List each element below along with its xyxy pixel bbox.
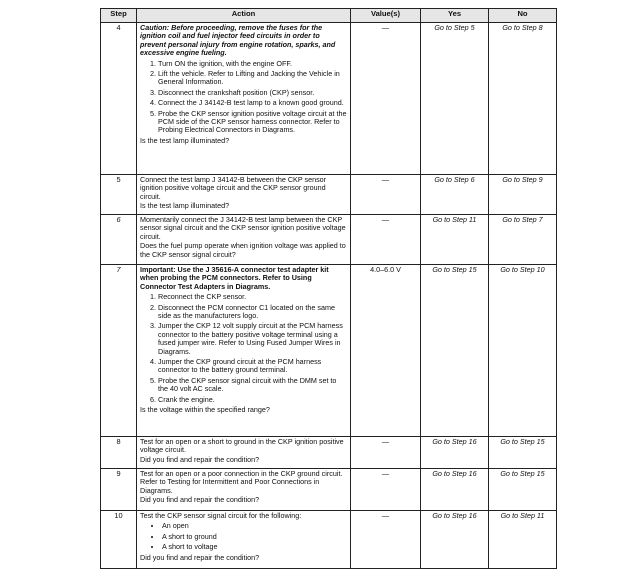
question-text: Is the test lamp illuminated? bbox=[140, 201, 230, 211]
yes-link[interactable]: Go to Step 16 bbox=[421, 511, 489, 569]
step-number: 4 bbox=[101, 23, 137, 175]
action-cell bbox=[137, 469, 351, 511]
yes-link[interactable]: Go to Step 16 bbox=[421, 437, 489, 469]
header-yes: Yes bbox=[421, 9, 489, 23]
no-link[interactable]: Go to Step 15 bbox=[489, 469, 557, 511]
list-item: 3. Disconnect the crankshaft position (CKP) sensor. bbox=[158, 89, 347, 97]
action-cell bbox=[137, 265, 351, 437]
action-text: Momentarily connect the J 34142-B test lamp between the CKP sensor signal circuit and the CKP sensor ignition positive voltage circuit. bbox=[140, 215, 346, 241]
action-text: Test the CKP sensor signal circuit for the following: bbox=[140, 511, 302, 520]
question-text: Did you find and repair the condition? bbox=[140, 454, 260, 464]
value-cell: — bbox=[351, 175, 421, 215]
caution-note: Caution: Before proceeding, remove the fuses for the ignition coil and fuel injector feed circuits in order to prevent personal injury from engine rotation, sparks, and excessive engine fueling. bbox=[140, 23, 336, 58]
action-text: Connect the test lamp J 34142-B between the CKP sensor ignition positive voltage circuit and the CKP sensor ground circuit. bbox=[140, 175, 327, 201]
list-item: 2. Lift the vehicle. Refer to Lifting and Jacking the Vehicle in General Information. bbox=[158, 70, 347, 87]
action-text: Test for an open or a short to ground in the CKP ignition positive voltage circuit. bbox=[140, 437, 344, 455]
important-note: Important: Use the J 35616-A connector test adapter kit when probing the PCM connectors. Refer to Using Connector Test Adapters in Diagrams. bbox=[140, 265, 329, 291]
yes-link[interactable]: Go to Step 11 bbox=[421, 215, 489, 265]
no-link[interactable]: Go to Step 11 bbox=[489, 511, 557, 569]
list-item: 1. Turn ON the ignition, with the engine OFF. bbox=[158, 60, 347, 68]
list-item: 4. Jumper the CKP ground circuit at the PCM harness connector to the battery ground terminal. bbox=[158, 358, 347, 375]
list-item: • An open bbox=[162, 522, 347, 530]
question-text: Is the test lamp illuminated? bbox=[140, 135, 230, 145]
step-number: 9 bbox=[101, 469, 137, 511]
header-values: Value(s) bbox=[351, 9, 421, 23]
list-item: 6. Crank the engine. bbox=[158, 396, 347, 404]
question-text: Did you find and repair the condition? bbox=[140, 552, 260, 562]
table-row bbox=[101, 23, 557, 175]
list-item: 5. Probe the CKP sensor signal circuit with the DMM set to the 40 volt AC scale. bbox=[158, 377, 347, 394]
yes-link[interactable]: Go to Step 16 bbox=[421, 469, 489, 511]
table-row bbox=[101, 175, 557, 215]
step-number: 8 bbox=[101, 437, 137, 469]
action-steps bbox=[140, 293, 347, 404]
action-text: Test for an open or a poor connection in the CKP ground circuit. Refer to Testing for Intermittent and Poor Connections in Diagrams. bbox=[140, 469, 343, 495]
step-number: 7 bbox=[101, 265, 137, 437]
yes-link[interactable]: Go to Step 6 bbox=[421, 175, 489, 215]
question-text: Is the voltage within the specified range? bbox=[140, 405, 270, 415]
header-no: No bbox=[489, 9, 557, 23]
value-cell: — bbox=[351, 23, 421, 175]
value-cell: — bbox=[351, 215, 421, 265]
no-link[interactable]: Go to Step 15 bbox=[489, 437, 557, 469]
list-item: 4. Connect the J 34142-B test lamp to a known good ground. bbox=[158, 99, 347, 107]
header-step: Step bbox=[101, 9, 137, 23]
yes-link[interactable]: Go to Step 5 bbox=[421, 23, 489, 175]
no-link[interactable]: Go to Step 10 bbox=[489, 265, 557, 437]
condition-list bbox=[140, 522, 347, 551]
step-number: 10 bbox=[101, 511, 137, 569]
header-action: Action bbox=[137, 9, 351, 23]
table-row bbox=[101, 469, 557, 511]
step-number: 5 bbox=[101, 175, 137, 215]
list-item: • A short to voltage bbox=[162, 543, 347, 551]
table-row bbox=[101, 511, 557, 569]
yes-link[interactable]: Go to Step 15 bbox=[421, 265, 489, 437]
value-cell: — bbox=[351, 511, 421, 569]
table-row bbox=[101, 215, 557, 265]
list-item: • A short to ground bbox=[162, 533, 347, 541]
value-cell: 4.0–6.0 V bbox=[351, 265, 421, 437]
action-cell bbox=[137, 215, 351, 265]
table-row bbox=[101, 437, 557, 469]
header-row bbox=[101, 9, 557, 23]
question-text: Does the fuel pump operate when ignition voltage was applied to the CKP sensor signal circuit? bbox=[140, 241, 346, 259]
action-steps bbox=[140, 60, 347, 135]
diagnostic-table bbox=[100, 8, 557, 569]
action-cell bbox=[137, 175, 351, 215]
list-item: 2. Disconnect the PCM connector C1 located on the same side as the manufacturers logo. bbox=[158, 304, 347, 321]
action-cell bbox=[137, 511, 351, 569]
list-item: 3. Jumper the CKP 12 volt supply circuit at the PCM harness connector to the battery positive voltage terminal using a fused jumper wire. Refer to Using Fused Jumper Wires in Diagrams. bbox=[158, 322, 347, 356]
action-cell bbox=[137, 23, 351, 175]
list-item: 1. Reconnect the CKP sensor. bbox=[158, 293, 347, 301]
value-cell: — bbox=[351, 469, 421, 511]
step-number: 6 bbox=[101, 215, 137, 265]
no-link[interactable]: Go to Step 7 bbox=[489, 215, 557, 265]
no-link[interactable]: Go to Step 8 bbox=[489, 23, 557, 175]
action-cell bbox=[137, 437, 351, 469]
value-cell: — bbox=[351, 437, 421, 469]
no-link[interactable]: Go to Step 9 bbox=[489, 175, 557, 215]
question-text: Did you find and repair the condition? bbox=[140, 495, 260, 505]
table-row bbox=[101, 265, 557, 437]
list-item: 5. Probe the CKP sensor ignition positive voltage circuit at the PCM side of the CKP sensor harness connector. Refer to Probing Electrical Connectors in Diagrams. bbox=[158, 110, 347, 135]
